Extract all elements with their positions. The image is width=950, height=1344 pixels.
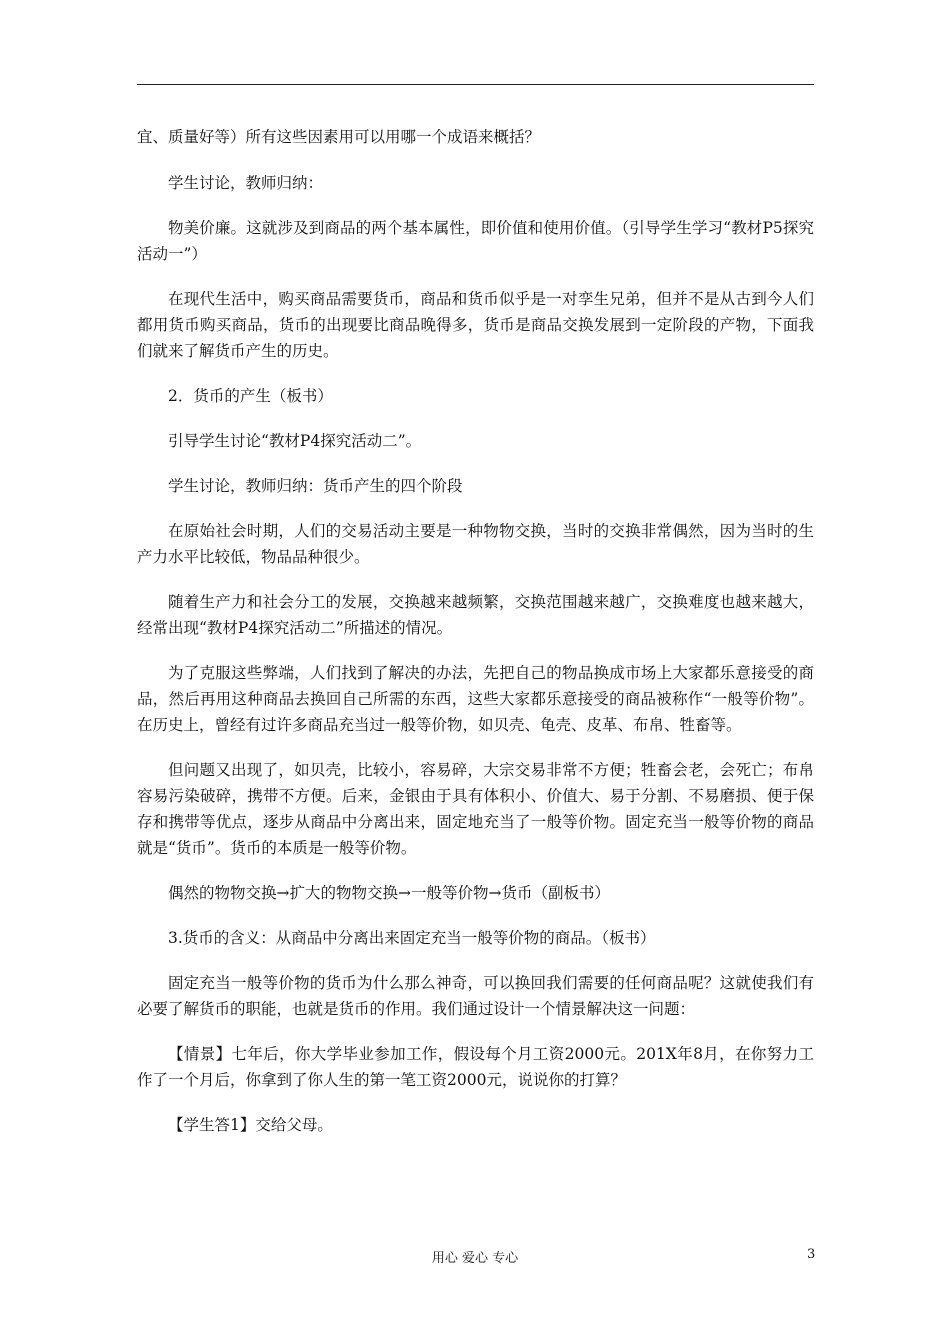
paragraph-11: 但问题又出现了，如贝壳，比较小，容易碎，大宗交易非常不方便；牲畜会老，会死亡；布帛容易污染破碎，携带不方便。后来，金银由于具有体积小、价值大、易于分割、不易磨损、便于保存和携带等优点，逐步从商品中分离出来，固定地充当了一般等价物。固定充当一般等价物的商品就是“货币”。货币的本质是一般等价物。	[137, 761, 814, 857]
paragraph-5: 2．货币的产生（板书）	[168, 387, 333, 405]
header-rule	[137, 84, 814, 85]
paragraph-3: 物美价廉。这就涉及到商品的两个基本属性，即价值和使用价值。（引导学生学习“教材P5探究活动一”）	[137, 219, 814, 263]
footer-motto: 用心 爱心 专心	[431, 1251, 519, 1266]
paragraph-13: 3.货币的含义：从商品中分离出来固定充当一般等价物的商品。（板书）	[168, 929, 656, 947]
page-body	[137, 124, 814, 1157]
page-number: 3	[807, 1247, 816, 1262]
paragraph-14: 固定充当一般等价物的货币为什么那么神奇，可以换回我们需要的任何商品呢？这就使我们有必要了解货币的职能，也就是货币的作用。我们通过设计一个情景解决这一问题：	[137, 974, 814, 1018]
paragraph-6: 引导学生讨论“教材P4探究活动二”。	[168, 432, 422, 450]
paragraph-2: 学生讨论，教师归纳：	[168, 174, 324, 192]
paragraph-7: 学生讨论，教师归纳：货币产生的四个阶段	[168, 477, 463, 495]
paragraph-1: 宜、质量好等）所有这些因素用可以用哪一个成语来概括？	[137, 128, 541, 146]
paragraph-16: 【学生答1】交给父母。	[168, 1116, 333, 1134]
paragraph-10: 为了克服这些弊端，人们找到了解决的办法，先把自己的物品换成市场上大家都乐意接受的商品，然后再用这种商品去换回自己所需的东西，这些大家都乐意接受的商品被称作“一般等价物”。在历史上，曾经有过许多商品充当过一般等价物，如贝壳、龟壳、皮革、布帛、牲畜等。	[137, 664, 814, 734]
paragraph-12: 偶然的物物交换→扩大的物物交换→一般等价物→货币（副板书）	[168, 884, 610, 902]
paragraph-15: 【情景】七年后，你大学毕业参加工作，假设每个月工资2000元。201X年8月，在你努力工作了一个月后，你拿到了你人生的第一笔工资2000元，说说你的打算？	[137, 1045, 814, 1089]
paragraph-9: 随着生产力和社会分工的发展，交换越来越频繁，交换范围越来越广，交换难度也越来越大，经常出现“教材P4探究活动二”所描述的情况。	[137, 593, 814, 637]
page-footer	[0, 1247, 950, 1267]
paragraph-8: 在原始社会时期，人们的交易活动主要是一种物物交换，当时的交换非常偶然，因为当时的生产力水平比较低，物品品种很少。	[137, 522, 814, 566]
paragraph-4: 在现代生活中，购买商品需要货币，商品和货币似乎是一对孪生兄弟，但并不是从古到今人们都用货币购买商品，货币的出现要比商品晚得多，货币是商品交换发展到一定阶段的产物，下面我们就来了解货币产生的历史。	[137, 290, 814, 360]
